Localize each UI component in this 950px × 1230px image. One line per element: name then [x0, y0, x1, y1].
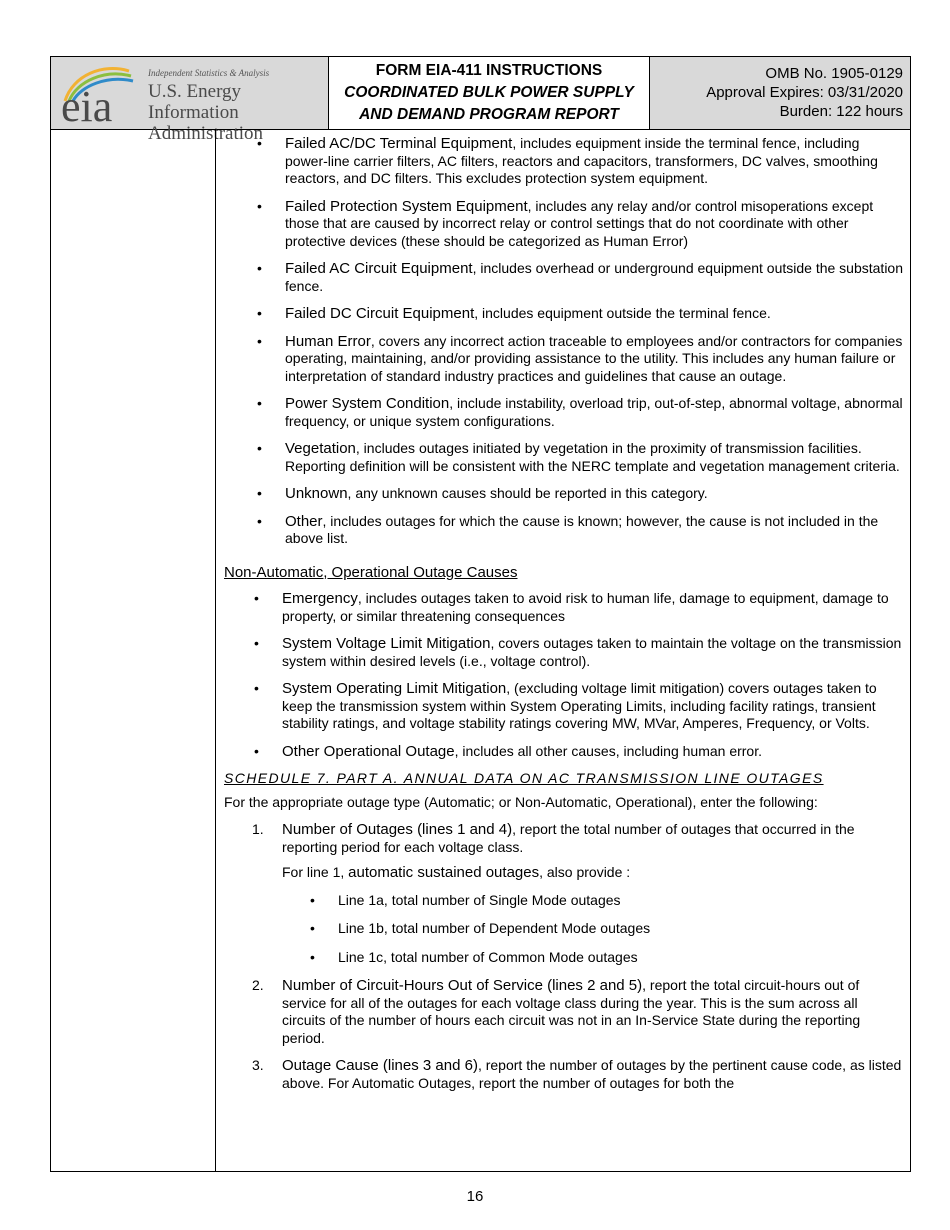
- schedule-instructions-list-continued: [252, 977, 904, 1092]
- line1-intro: [282, 864, 904, 882]
- cause-term: Vegetation: [285, 440, 356, 457]
- schedule-7a-title: SCHEDULE 7. PART A. ANNUAL DATA ON AC TRANSMISSION LINE OUTAGES: [224, 770, 824, 786]
- item-term: Outage Cause (lines 3 and 6): [282, 1057, 478, 1074]
- schedule-instructions-list: [252, 821, 904, 882]
- cause-term: Other: [285, 512, 323, 530]
- automatic-causes-list: [285, 135, 904, 548]
- item-text: , report the total circuit-hours out of service for all of the outages for each voltage class during the year. This is the sum across all circuits of the number of hours each circuit was not in an In-Service State during the reporting period.: [282, 977, 861, 1046]
- cause-text: , covers outages taken to maintain the voltage on the transmission system within desired levels (i.e., voltage control).: [282, 635, 902, 669]
- cause-text: , includes overhead or underground equipment outside the substation fence.: [285, 260, 903, 294]
- list-item: [285, 135, 904, 188]
- cause-term: Other Operational Outage: [282, 742, 455, 760]
- list-item: [282, 680, 904, 733]
- item-term: Number of Circuit-Hours Out of Service (lines 2 and 5): [282, 977, 643, 994]
- cause-term: System Voltage Limit Mitigation: [282, 635, 491, 652]
- cause-text: , includes any relay and/or control misoperations except those that are caused by incorrect relay or control settings that do not coordinate with other protective devices (these should be categorized as Human Error): [285, 197, 874, 249]
- list-item: [252, 977, 904, 1047]
- list-item: • Line 1c, total number of Common Mode outages: [338, 949, 904, 967]
- cause-text: , includes outages initiated by vegetation in the proximity of transmission facilities. Reporting definition will be consistent with the NERC template and vegetation management criteria.: [285, 440, 900, 474]
- cause-term: Power System Condition: [285, 395, 450, 412]
- form-title: [329, 57, 650, 129]
- approval-expires: Approval Expires: 03/31/2020: [706, 84, 903, 101]
- non-automatic-causes-list: [282, 590, 904, 760]
- non-automatic-section-title: Non-Automatic, Operational Outage Causes: [224, 563, 518, 581]
- cause-text: , includes equipment outside the terminal fence.: [474, 305, 771, 321]
- page-frame: [50, 56, 911, 1172]
- eia-logo: [51, 57, 329, 144]
- cause-text: , covers any incorrect action traceable to employees and/or contractors for companies operating, maintaining, and/or providing assistance to the utility. This includes any human failure or interpretation of standard industry practices and guidelines that cause an outage.: [285, 332, 903, 384]
- schedule-intro: For the appropriate outage type (Automatic; or Non-Automatic, Operational), enter the following:: [224, 793, 818, 810]
- page-number: 16: [466, 1188, 484, 1205]
- form-title-line1: FORM EIA-411 INSTRUCTIONS: [375, 62, 603, 79]
- item-number: 1.: [252, 821, 264, 837]
- cause-text: , include instability, overload trip, out-of-step, abnormal voltage, abnormal frequency, or unique system configurations.: [285, 395, 903, 429]
- list-item: • Line 1b, total number of Dependent Mode outages: [338, 920, 904, 938]
- cause-text: , any unknown causes should be reported in this category.: [347, 485, 708, 501]
- list-item: [282, 635, 904, 670]
- item-text: , report the number of outages by the pertinent cause code, as listed above. For Automatic Outages, report the number of outages for both the: [282, 1057, 902, 1091]
- cause-term: Failed DC Circuit Equipment: [285, 305, 475, 322]
- list-item: [282, 590, 904, 625]
- cause-term: Unknown: [285, 485, 348, 502]
- cause-term: System Operating Limit Mitigation: [282, 680, 507, 697]
- eia-logo-letters: eia: [61, 82, 113, 125]
- cause-text: , includes all other causes, including human error.: [454, 742, 763, 759]
- item-text: , report the total number of outages that occurred in the reporting period for each voltage class.: [282, 821, 855, 855]
- list-item: • Line 1a, total number of Single Mode outages: [338, 892, 904, 910]
- list-item: [252, 1057, 904, 1092]
- burden-hours: Burden: 122 hours: [779, 103, 903, 120]
- item-term: Number of Outages (lines 1 and 4): [282, 821, 513, 838]
- instructions-content: [224, 135, 904, 1102]
- cause-text: , includes outages for which the cause is known; however, the cause is not included in the above list.: [285, 512, 879, 546]
- list-item: [285, 440, 904, 475]
- logo-name-line1: U.S. Energy Information: [148, 81, 242, 123]
- logo-name-line2: Administration: [148, 123, 264, 144]
- cause-term: Human Error: [285, 332, 371, 350]
- item-number: 3.: [252, 1057, 264, 1073]
- cause-term: Emergency: [282, 590, 358, 607]
- line1-intro-suffix: , also provide :: [539, 864, 631, 880]
- list-item: [252, 821, 904, 882]
- line1-intro-term: automatic sustained outages: [348, 864, 540, 881]
- list-item: [285, 513, 904, 548]
- cause-text: , (excluding voltage limit mitigation) covers outages taken to keep the transmission system within System Operating Limits, including facility ratings, transient stability ratings, and voltage stability ratings covering MW, MVar, Amperes, Frequency, or Volts.: [282, 680, 877, 731]
- cause-text: , includes equipment inside the terminal fence, including power-line carrier filters, AC filters, reactors and capacitors, transformers, DC valves, smoothing reactors, and DC filters. This excludes protection system equipment.: [285, 135, 878, 186]
- cause-text: , includes outages taken to avoid risk to human life, damage to equipment, damage to property, or similar threatening consequences: [282, 590, 889, 624]
- omb-info: [650, 57, 910, 129]
- list-item: [285, 395, 904, 430]
- cause-term: Failed AC Circuit Equipment: [285, 260, 473, 277]
- list-item: [282, 743, 904, 761]
- left-margin-column: [51, 129, 216, 1171]
- line1-intro-prefix: For line 1,: [282, 864, 349, 880]
- list-item: [285, 305, 904, 323]
- list-item: [285, 485, 904, 503]
- form-title-line3: AND DEMAND PROGRAM REPORT: [359, 106, 619, 123]
- list-item: [285, 333, 904, 386]
- line1-subitems-list: [338, 892, 904, 967]
- list-item: [285, 198, 904, 251]
- cause-term: Failed AC/DC Terminal Equipment: [285, 135, 513, 152]
- form-title-line2: COORDINATED BULK POWER SUPPLY: [344, 84, 634, 101]
- logo-tagline: Independent Statistics & Analysis: [148, 68, 270, 78]
- list-item: [285, 260, 904, 295]
- eia-logo-icon: [59, 61, 149, 125]
- item-number: 2.: [252, 977, 264, 993]
- cause-term: Failed Protection System Equipment: [285, 197, 528, 215]
- omb-number: OMB No. 1905-0129: [765, 65, 903, 82]
